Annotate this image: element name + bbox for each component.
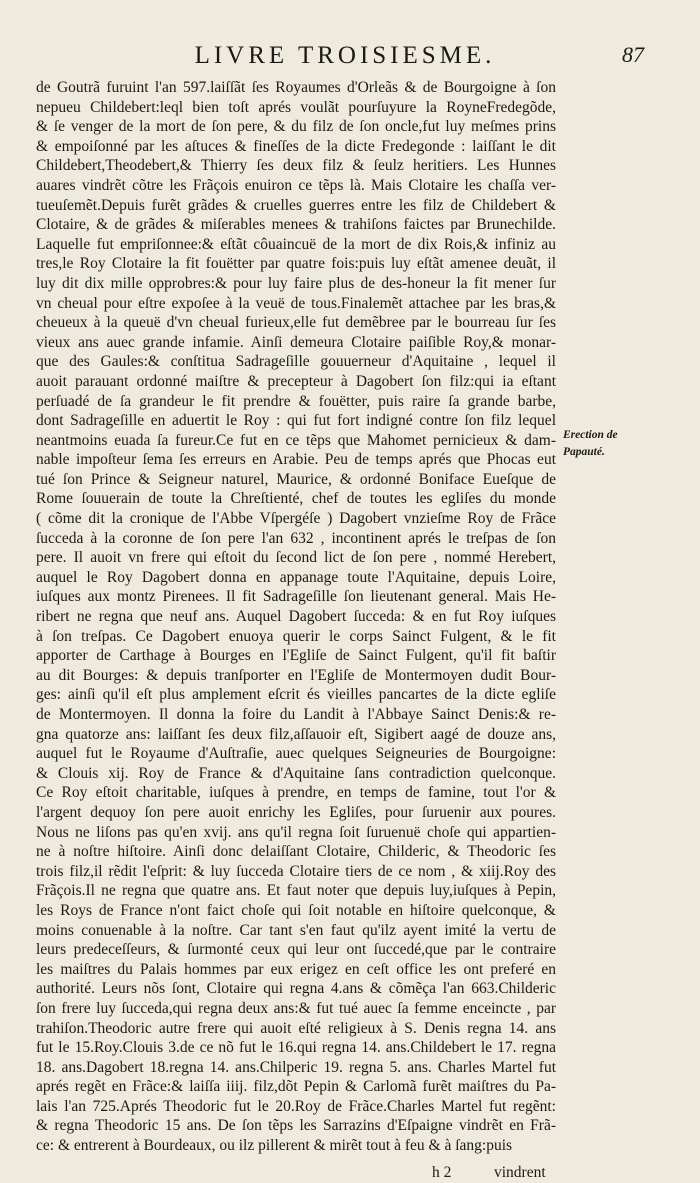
margin-note-line: Erection de — [563, 429, 618, 441]
text-line: nable impoſteur ſema ſes erreurs en Arabie. Peu de temps aprés que Phocas eut — [36, 451, 556, 469]
page-footer — [0, 1164, 556, 1183]
text-line: luy dit dix mille opprobres:& pour luy faire plus de des-honeur la fit mener ſur — [36, 274, 556, 292]
text-line: vn cheual pour eſtre expoſee à la veuë de tous.Finalemẽt attachee par les bras,& — [36, 294, 556, 312]
text-line: cheueux à la queuë d'vn cheual furieux,elle fut demẽbree par le bourreau ſur ſes — [36, 314, 556, 332]
text-line: au dit Bourges: & depuis tranſporter en l'Egliſe de Montermoyen dudit Bour- — [36, 666, 556, 684]
margin-note-line: Papauté. — [563, 446, 605, 458]
text-line: Ce Roy eſtoit charitable, iuſques à prendre, en temps de famine, tout l'or & — [36, 784, 556, 802]
text-line: moins conuenable à la noſtre. Car tant s'en faut qu'ilz ayent imité la vertu de — [36, 921, 556, 939]
text-line: Nous ne liſons pas qu'en xvij. ans qu'il regna ſoit ſuruenuë choſe qui appartien- — [36, 823, 556, 841]
text-line: auares vindrẽt cõtre les Frãçois enuiron ce tẽps là. Mais Clotaire les chaſſa ver- — [36, 176, 556, 194]
text-line: trahiſon.Theodoric autre frere qui auoit eſté religieux à S. Denis regna 14. ans — [36, 1019, 556, 1037]
text-line: de Montermoyen. Il donna la foire du Landit à l'Abbaye Sainct Denis:& re- — [36, 706, 556, 723]
running-title: LIVRE TROISIESME. — [194, 42, 496, 69]
text-line: Laquelle fut empriſonnee:& eſtãt côuaincuë de la mort de dix Rois,& infiniz au — [36, 235, 556, 253]
text-line: auquel fut le Royaume d'Auſtraſie, auec quelques Seigneuries de Bourgoigne: — [36, 745, 556, 763]
text-line: de Goutrã furuint l'an 597.laiſſãt ſes Royaumes d'Orleãs & de Bourgoigne à ſon — [36, 79, 556, 96]
text-line: neantmoins euada ſa fureur.Ce fut en ce tẽps que Mahomet pernicieux & dam- — [36, 431, 556, 449]
text-line: fut le 15.Roy.Clouis 3.de ce nõ fut le 16.qui regna 14. ans.Childebert le 17. regna — [36, 1039, 556, 1057]
text-line: trois filz,il rẽdit l'eſprit: & luy ſucceda Clotaire tiers de ce nom , & xiij.Roy des — [36, 862, 556, 880]
text-line: Clotaire, & de grãdes & miſerables menees & trahiſons faictes par Brunechilde. — [36, 216, 556, 234]
signature-mark: h 2 — [432, 1164, 452, 1181]
text-line: à ſon treſpas. Ce Dagobert enuoya querir le corps Sainct Fulgent, & le fit — [36, 627, 556, 645]
text-line: tueuſemẽt.Depuis furẽt grãdes & cruelles guerres entre les filz de Childebert & — [36, 196, 556, 214]
text-line: leurs predeceſſeurs, & ſurmonté ceux qui leur ont ſuccedé,que par le contraire — [36, 941, 556, 959]
text-line: iuſques aux montz Pirenees. Il fit Sadrageſille ſon lieutenant general. Mais He- — [36, 588, 556, 606]
text-line: tué ſon Prince & Seigneur naturel, Maurice, & ordonné Boniface Eueſque de — [36, 470, 556, 488]
text-line: vieux ans auec grande infamie. Ainſi demeura Clotaire paiſible Roy,& monar- — [36, 333, 556, 351]
text-line: & Clouis xij. Roy de France & d'Aquitaine ſans contradiction quelconque. — [36, 764, 556, 782]
text-line: ribert ne regna que neuf ans. Auquel Dagobert ſucceda: & en fut Roy iuſques — [36, 608, 556, 626]
text-line: ſucceda à la coronne de ſon pere l'an 632 , incontinent aprés le treſpas de ſon — [36, 529, 556, 547]
text-line: ſon frere luy ſucceda,qui regna deux ans:& fut tué auec ſa femme enceincte , par — [36, 999, 556, 1017]
text-line: tres,le Roy Clotaire la fit fouëtter par quatre fois:puis luy eſtãt amenee deuãt, il — [36, 255, 556, 273]
text-line: auquel le Roy Dagobert donna en appanage toute l'Aquitaine, depuis Loire, — [36, 568, 556, 586]
text-line: ce: & entrerent à Bourdeaux, ou ilz pillerent & mirẽt tout à feu & à ſang:puis — [36, 1137, 513, 1155]
text-line: apporter de Carthage à Bourges en l'Egliſe de Sainct Fulgent, qu'il fit baſtir — [36, 647, 556, 665]
text-line: ne à noſtre hiſtoire. Ainſi donc delaiſſant Clotaire, Childeric, & Theodoric ſes — [36, 843, 556, 861]
text-line: que des Gaules:& conſtitua Sadrageſille gouuerneur d'Aquitaine , lequel il — [36, 353, 556, 371]
text-line: ges: ainſi qu'il eſt plus amplement eſcrit és vieilles pancartes de la dicte egliſe — [36, 686, 556, 704]
text-line: & empoiſonné par les aſtuces & fineſſes de la dicte Fredegonde : laiſſant le dit — [36, 137, 556, 155]
text-line: l'argent dequoy ſon pere auoit enrichy les Egliſes, pour ſuruenir aux poures. — [36, 803, 556, 821]
catchword: vindrent — [494, 1164, 546, 1181]
text-line: 18. ans.Dagobert 18.regna 14. ans.Chilperic 19. regna 5. ans. Charles Martel fut — [36, 1058, 556, 1076]
text-line: Rome ſouuerain de toute la Chreſtienté, chef de toutes les egliſes du monde — [36, 490, 556, 508]
text-line: nepueu Childebert:leql bien toſt aprés voulãt pourſuyure la RoyneFredegõde, — [36, 98, 556, 116]
text-line: authorité. Leurs nõs ſont, Clotaire qui regna 4.ans & cõmẽça l'an 663.Childeric — [36, 980, 556, 998]
text-line: les Roys de France n'ont faict choſe qui ſoit notable en hiſtoire quelconque, & — [36, 901, 556, 919]
text-line: aprés regẽt en Frãce:& laiſſa iiij. filz,dõt Pepin & Carlomã furẽt maiſtres du Pa- — [36, 1078, 556, 1096]
text-line: auoit parauant ordonné maiſtre & precepteur à Dagobert ſon filz:qui ia eſtant — [36, 372, 556, 390]
text-line: perſuadé de ſa grandeur le fit prendre & fouëtter, puis raire ſa grande barbe, — [36, 392, 556, 410]
text-line: Childebert,Theodebert,& Thierry ſes deux filz & ſeulz heritiers. Les Hunnes — [36, 157, 556, 175]
text-line: dont Sadrageſille en aduertit le Roy : qui fut fort indigné contre ſon filz lequel — [36, 412, 556, 430]
text-line: lais l'an 725.Aprés Theodoric fut le 20.Roy de Frãce.Charles Martel fut regẽnt: — [36, 1097, 556, 1115]
body-text — [36, 78, 556, 1156]
text-line: pere. Il auoit vn frere qui eſtoit du ſecond lict de ſon pere , nommé Herebert, — [36, 549, 556, 567]
text-line: Frãçois.Il ne regna que quatre ans. Et faut noter que depuis luy,iuſques à Pepin, — [36, 882, 556, 900]
margin-note — [563, 427, 618, 461]
page-number: 87 — [622, 42, 644, 67]
text-line: & ſe venger de la mort de ſon pere, & du filz de ſon oncle,fut luy meſmes prins — [36, 118, 556, 136]
text-line: gna quatorze ans: laiſſant ſes deux filz,aſſauoir eſt, Sigibert aagé de douze ans, — [36, 725, 556, 743]
text-line: & regna Theodoric 15 ans. De ſon tẽps les Sarrazins d'Eſpaigne vindrẽt en Frã- — [36, 1117, 556, 1135]
text-line: les maiſtres du Palais hommes par eux erigez en ceſt office les ont preferé en — [36, 960, 556, 978]
text-line: ( cõme dit la cronique de l'Abbe Vſpergéſe ) Dagobert vnzieſme Roy de Frãce — [36, 510, 556, 528]
